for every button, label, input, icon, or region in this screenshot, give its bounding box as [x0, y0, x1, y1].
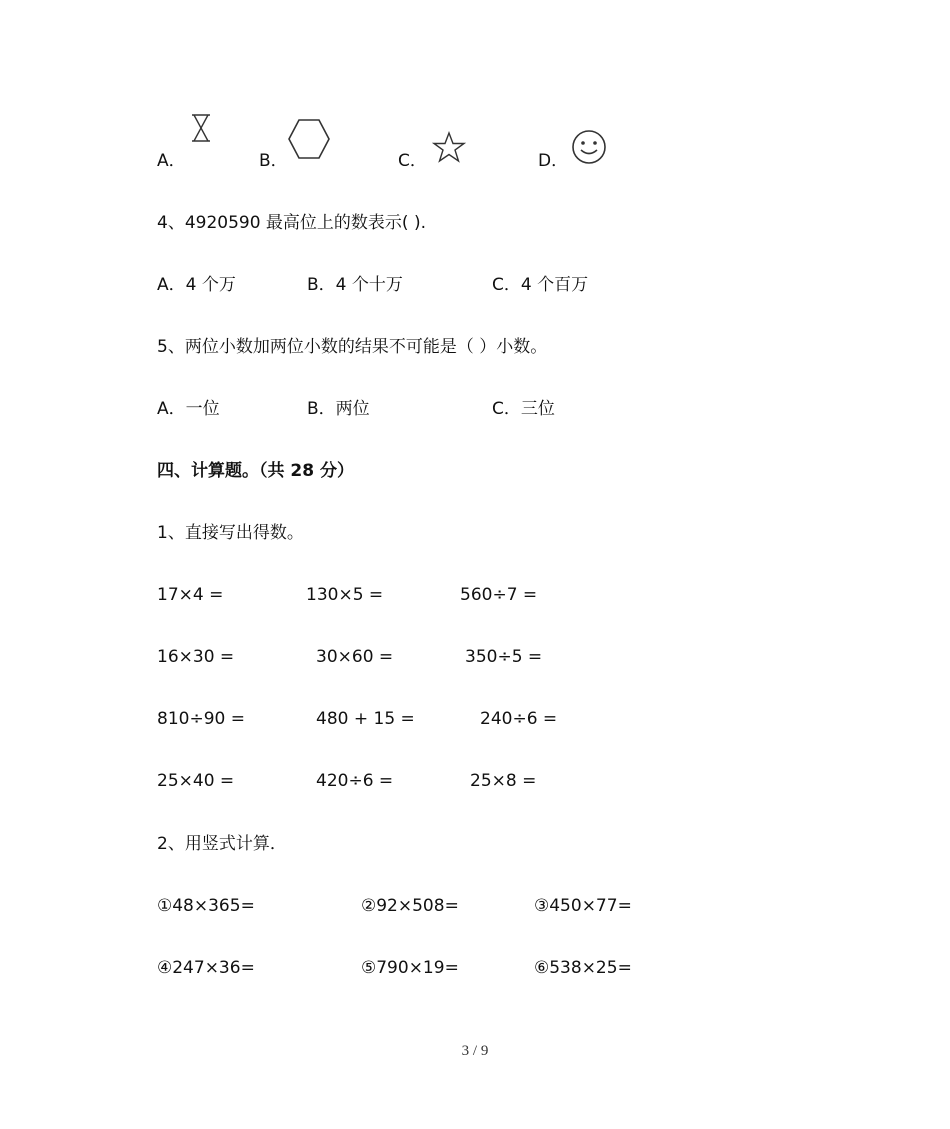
q3-option-c-label: C．: [398, 151, 427, 171]
calc2-item: ②92×508=: [361, 896, 459, 916]
calc1-item: 30×60 =: [316, 647, 394, 667]
page-number: 3 / 9: [461, 1043, 489, 1059]
q5-stem: 5、两位小数加两位小数的结果不可能是（ ）小数。: [157, 337, 548, 357]
q5-option-b: B．两位: [307, 399, 370, 419]
calc2-title: 2、用竖式计算．: [157, 834, 287, 854]
calc2-item: ④247×36=: [157, 958, 255, 978]
q4-option-b: B．4 个十万: [307, 275, 403, 295]
calc1-item: 560÷7 =: [460, 585, 538, 605]
q3-option-b-label: B．: [259, 151, 288, 171]
calc1-item: 350÷5 =: [465, 647, 543, 667]
calc1-item: 17×4 =: [157, 585, 224, 605]
hourglass-icon: [190, 113, 212, 143]
calc1-item: 16×30 =: [157, 647, 235, 667]
calc1-item: 240÷6 =: [480, 709, 558, 729]
calc1-item: 25×8 =: [470, 771, 537, 791]
hexagon-icon: [287, 118, 331, 160]
section-heading: 四、计算题。（共 28 分）: [157, 461, 354, 481]
q4-option-a: A．4 个万: [157, 275, 236, 295]
q3-option-d-label: D．: [538, 151, 569, 171]
calc1-item: 810÷90 =: [157, 709, 245, 729]
calc1-item: 480 + 15 =: [316, 709, 415, 729]
calc1-title: 1、直接写出得数。: [157, 523, 304, 543]
calc1-item: 25×40 =: [157, 771, 235, 791]
q5-option-a: A．一位: [157, 399, 220, 419]
calc1-item: 130×5 =: [306, 585, 384, 605]
calc2-item: ①48×365=: [157, 896, 255, 916]
calc2-item: ③450×77=: [534, 896, 632, 916]
calc2-item: ⑤790×19=: [361, 958, 459, 978]
smiley-icon: [570, 129, 608, 165]
q5-option-c: C．三位: [492, 399, 555, 419]
q4-stem: 4、4920590 最高位上的数表示( ).: [157, 213, 427, 233]
calc2-item: ⑥538×25=: [534, 958, 632, 978]
q4-option-c: C．4 个百万: [492, 275, 589, 295]
star-icon: [432, 131, 466, 163]
calc1-item: 420÷6 =: [316, 771, 394, 791]
q3-option-a-label: A．: [157, 151, 186, 171]
